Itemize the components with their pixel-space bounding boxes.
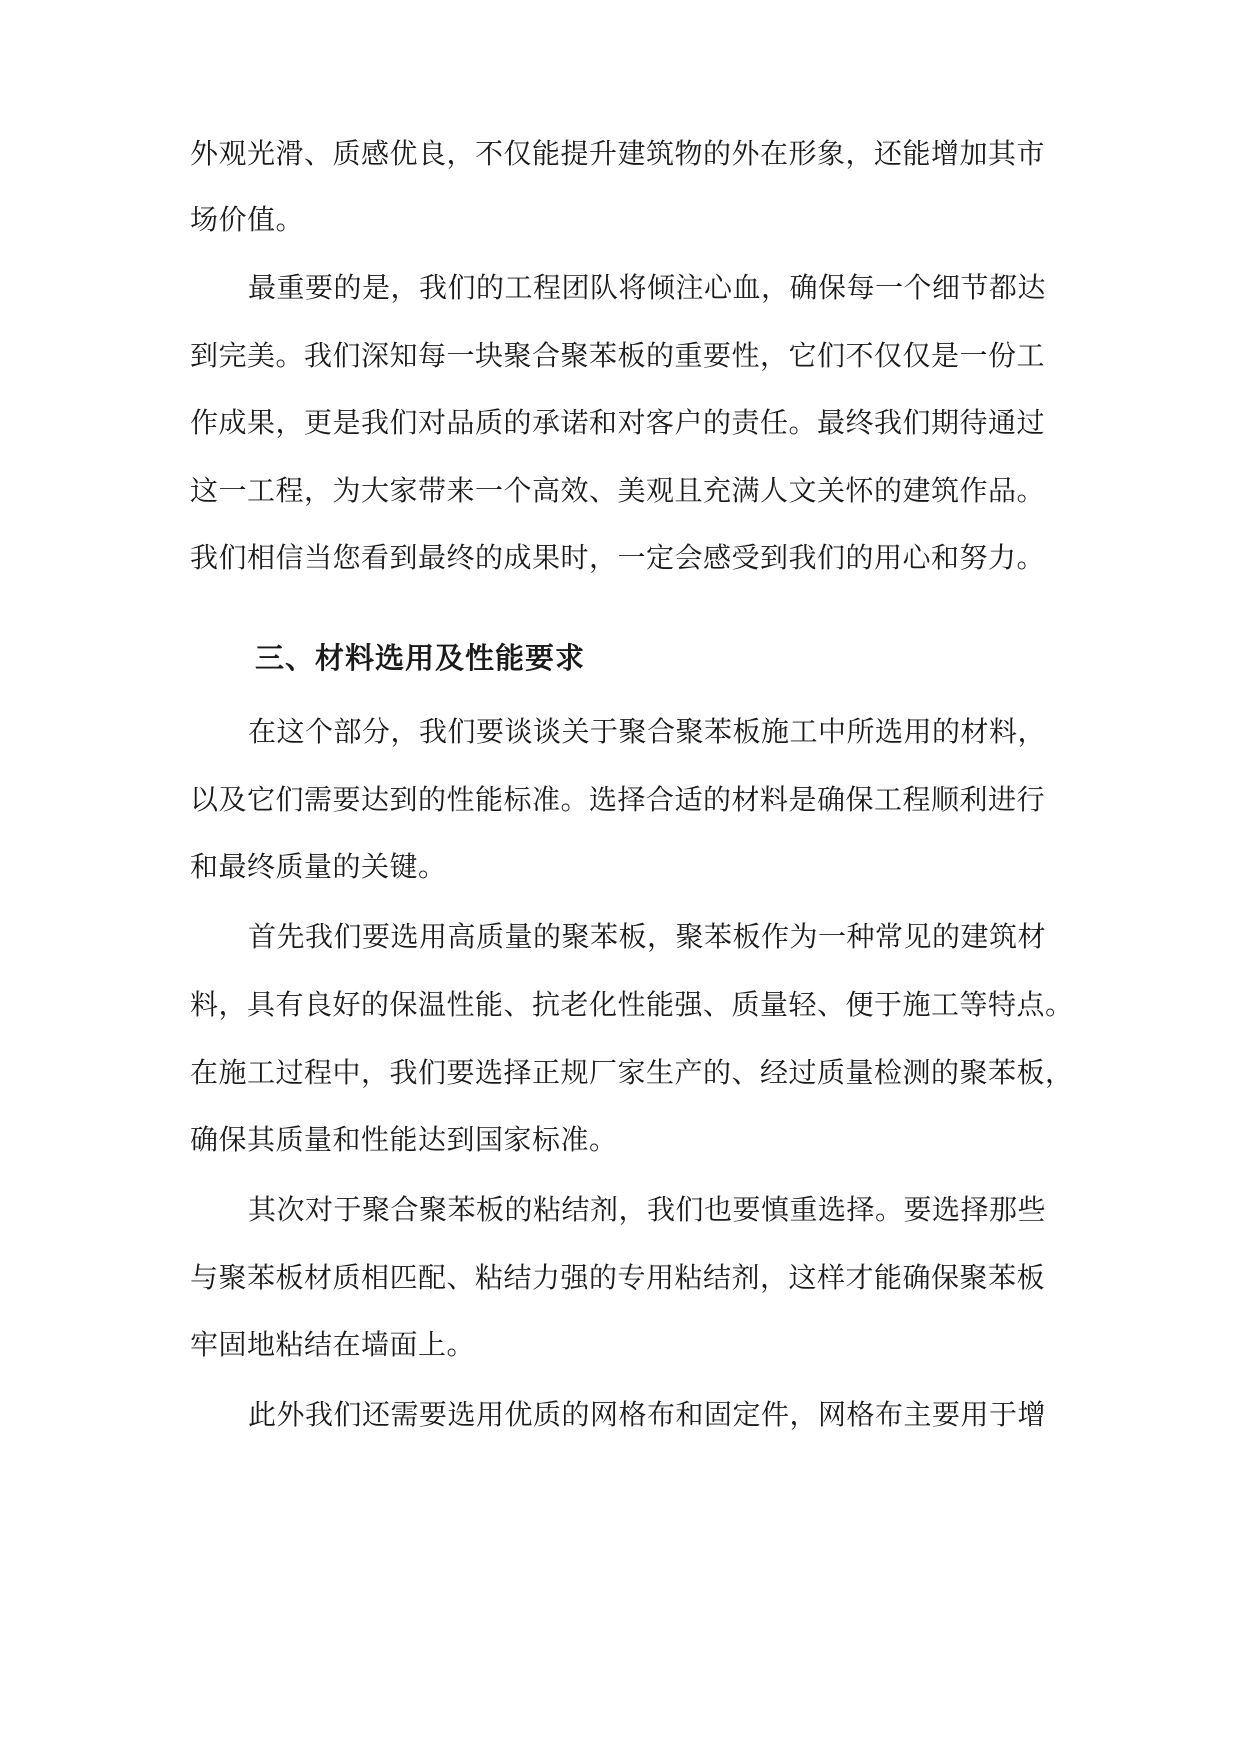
paragraph-line: 在施工过程中，我们要选择正规厂家生产的、经过质量检测的聚苯板， — [190, 1056, 1074, 1089]
paragraph-line: 此外我们还需要选用优质的网格布和固定件，网格布主要用于增 — [248, 1398, 1047, 1431]
paragraph-line: 首先我们要选用高质量的聚苯板，聚苯板作为一种常见的建筑材 — [248, 920, 1047, 953]
document-page — [190, 0, 1074, 1754]
paragraph-line: 外观光滑、质感优良，不仅能提升建筑物的外在形象，还能增加其市 — [190, 137, 1046, 170]
paragraph-line: 作成果，更是我们对品质的承诺和对客户的责任。最终我们期待通过 — [190, 406, 1046, 439]
paragraph-line: 确保其质量和性能达到国家标准。 — [190, 1123, 618, 1156]
paragraph-line: 和最终质量的关键。 — [190, 850, 447, 883]
paragraph-line: 在这个部分，我们要谈谈关于聚合聚苯板施工中所选用的材料， — [248, 715, 1047, 748]
paragraph-line: 牢固地粘结在墙面上。 — [190, 1328, 476, 1361]
paragraph-line: 其次对于聚合聚苯板的粘结剂，我们也要慎重选择。要选择那些 — [248, 1193, 1047, 1226]
paragraph-line: 到完美。我们深知每一块聚合聚苯板的重要性，它们不仅仅是一份工 — [190, 339, 1046, 372]
paragraph-line: 我们相信当您看到最终的成果时，一定会感受到我们的用心和努力。 — [190, 541, 1046, 574]
section-heading: 三、材料选用及性能要求 — [255, 641, 586, 675]
paragraph-line: 这一工程，为大家带来一个高效、美观且充满人文关怀的建筑作品。 — [190, 474, 1046, 507]
paragraph-line: 最重要的是，我们的工程团队将倾注心血，确保每一个细节都达 — [248, 271, 1047, 304]
paragraph-line: 料，具有良好的保温性能、抗老化性能强、质量轻、便于施工等特点。 — [190, 988, 1074, 1021]
paragraph-line: 与聚苯板材质相匹配、粘结力强的专用粘结剂，这样才能确保聚苯板 — [190, 1261, 1046, 1294]
paragraph-line: 以及它们需要达到的性能标准。选择合适的材料是确保工程顺利进行 — [190, 783, 1046, 816]
paragraph-line: 场价值。 — [190, 203, 305, 236]
